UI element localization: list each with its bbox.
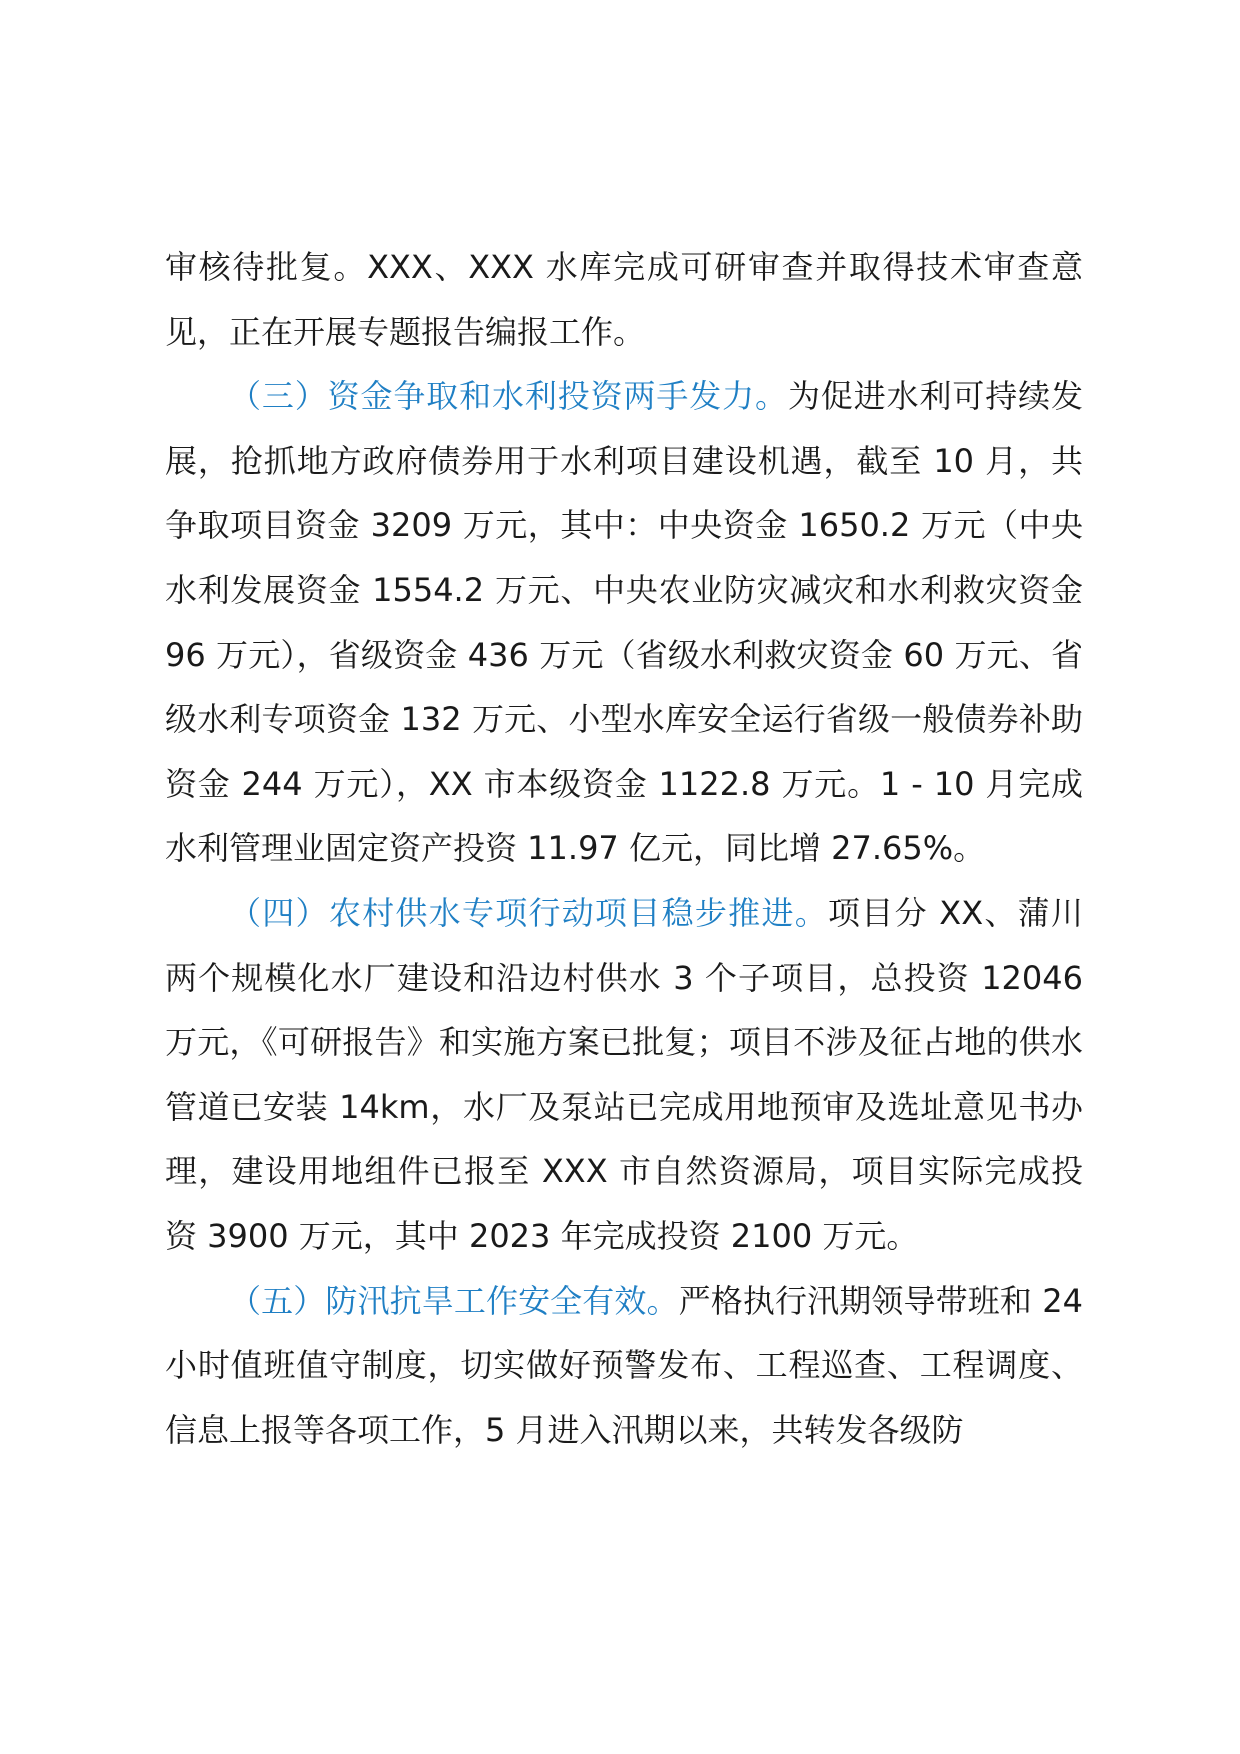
paragraph-rural-water bbox=[165, 881, 1083, 1269]
paragraph-funding bbox=[165, 364, 1083, 881]
paragraph-body: 为促进水利可持续发展，抢抓地方政府债券用于水利项目建设机遇，截至 10 月，共争取项目资金 3209 万元，其中：中央资金 1650.2 万元（中央水利发展资金 1554.2 万元、中央农业防灾减灾和水利救灾资金 96 万元），省级资金 436 万元（省级水利救灾资金 60 万元、省级水利专项资金 132 万元、小型水库安全运行省级一般债券补助资金 244 万元），XX 市本级资金 1122.8 万元。1 - 10 月完成水利管理业固定资产投资 11.97 亿元，同比增 27.65%。 bbox=[165, 377, 1083, 868]
paragraph-body: 项目分 XX、蒲川两个规模化水厂建设和沿边村供水 3 个子项目，总投资 12046 万元，《可研报告》和实施方案已批复；项目不涉及征占地的供水管道已安装 14km，水厂及泵站已完成用地预审及选址意见书办理，建设用地组件已报至 XXX 市自然资源局，项目实际完成投资 3900 万元，其中 2023 年完成投资 2100 万元。 bbox=[165, 893, 1083, 1255]
section-heading-5: （五）防汛抗旱工作安全有效。 bbox=[229, 1281, 679, 1320]
paragraph-continuation bbox=[165, 235, 1083, 364]
section-heading-4: （四）农村供水专项行动项目稳步推进。 bbox=[229, 893, 829, 932]
paragraph-body: 严格执行汛期领导带班和 24 小时值班值守制度，切实做好预警发布、工程巡查、工程调度、信息上报等各项工作，5 月进入汛期以来，共转发各级防 bbox=[165, 1281, 1083, 1449]
paragraph-body: 审核待批复。XXX、XXX 水库完成可研审查并取得技术审查意见，正在开展专题报告编报工作。 bbox=[165, 248, 1083, 351]
paragraph-flood-control bbox=[165, 1269, 1083, 1463]
section-heading-3: （三）资金争取和水利投资两手发力。 bbox=[229, 377, 788, 416]
body-text bbox=[165, 235, 1083, 1462]
